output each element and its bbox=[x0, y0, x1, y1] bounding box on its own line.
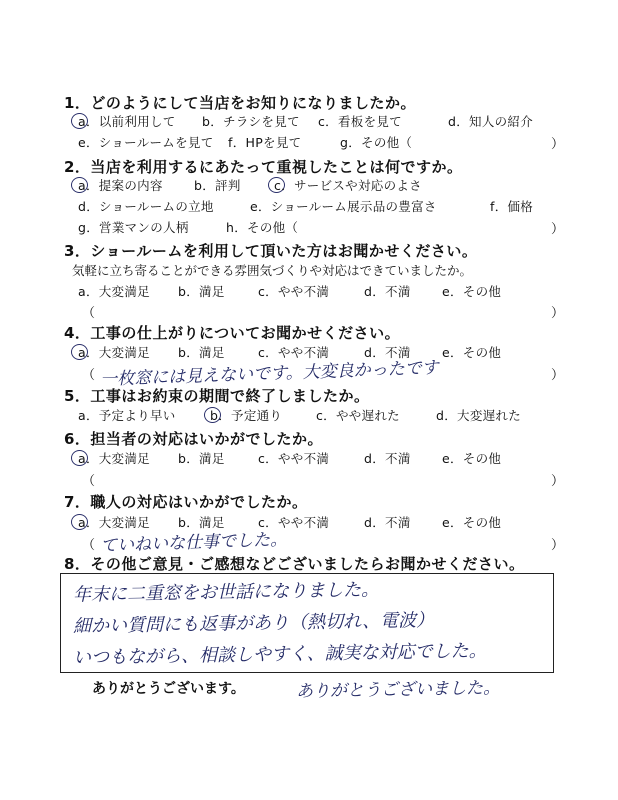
option: b．満足 bbox=[178, 451, 225, 466]
option: d．不満 bbox=[364, 345, 411, 360]
option: e．その他 bbox=[442, 515, 502, 530]
option: g．営業マンの人柄 bbox=[78, 220, 189, 235]
option: b．予定通り bbox=[210, 408, 283, 423]
option: e．ショールームを見て bbox=[78, 135, 214, 150]
option: d．不満 bbox=[364, 451, 411, 466]
question-2-options-row-2 bbox=[78, 197, 558, 215]
option: b．満足 bbox=[178, 284, 225, 299]
option: a．以前利用して bbox=[78, 114, 176, 129]
question-8-title: 8．その他ご意見・ご感想などございましたらお聞かせください。 bbox=[64, 555, 525, 573]
close-paren: ） bbox=[551, 137, 565, 152]
question-3-options bbox=[78, 282, 558, 300]
handwritten-answer-q4: 一枚窓には見えないです。大変良かったです bbox=[99, 358, 439, 390]
option: b．チラシを見て bbox=[202, 114, 300, 129]
closing-thanks: ありがとうございます。 bbox=[92, 681, 245, 697]
option: f．HPを見て bbox=[228, 135, 302, 150]
option: a．提案の内容 bbox=[78, 178, 163, 193]
handwritten-comment-line: いつもながら、相談しやすく、誠実な対応でした。 bbox=[72, 640, 487, 669]
option: a．大変満足 bbox=[78, 284, 150, 299]
handwritten-thanks: ありがとうございました。 bbox=[295, 678, 501, 702]
comment-box bbox=[60, 573, 554, 673]
option: c．やや不満 bbox=[258, 451, 330, 466]
open-paren: （ bbox=[82, 474, 96, 489]
close-paren: ） bbox=[551, 368, 565, 383]
option: c．やや遅れた bbox=[316, 408, 400, 423]
option: c．やや不満 bbox=[258, 345, 330, 360]
question-3-title: 3．ショールームを利用して頂いた方はお聞かせください。 bbox=[64, 242, 478, 260]
question-1-title: 1．どのようにして当店をお知りになりましたか。 bbox=[64, 94, 416, 112]
option: a．予定より早い bbox=[78, 408, 176, 423]
close-paren: ） bbox=[551, 222, 565, 237]
option: c．看板を見て bbox=[318, 114, 402, 129]
question-7-options bbox=[78, 513, 558, 531]
question-6-title: 6．担当者の対応はいかがでしたか。 bbox=[64, 430, 323, 448]
option: d．不満 bbox=[364, 515, 411, 530]
option: d．不満 bbox=[364, 284, 411, 299]
option: f．価格 bbox=[490, 199, 534, 214]
question-1-options-row-1 bbox=[78, 112, 558, 130]
option: e．その他 bbox=[442, 451, 502, 466]
question-2-options-row-1 bbox=[78, 176, 558, 194]
question-3-subtitle: 気軽に立ち寄ることができる雰囲気づくりや対応はできていましたか。 bbox=[72, 263, 473, 278]
question-5-options bbox=[78, 406, 558, 424]
close-paren: ） bbox=[551, 538, 565, 553]
option: a．大変満足 bbox=[78, 515, 150, 530]
option: d．知人の紹介 bbox=[448, 114, 534, 129]
option: h．その他（ bbox=[226, 220, 299, 235]
handwritten-answer-q7: ていねいな仕事でした。 bbox=[99, 529, 288, 557]
option: d．ショールームの立地 bbox=[78, 199, 214, 214]
option: b．評判 bbox=[194, 178, 241, 193]
option: b．満足 bbox=[178, 515, 225, 530]
question-2-options-row-3 bbox=[78, 218, 558, 236]
option: c．サービスや対応のよさ bbox=[274, 178, 422, 193]
open-paren: （ bbox=[82, 306, 96, 321]
question-2-title: 2．当店を利用するにあたって重視したことは何ですか。 bbox=[64, 158, 463, 176]
option: e．ショールーム展示品の豊富さ bbox=[250, 199, 437, 214]
option: e．その他 bbox=[442, 284, 502, 299]
question-7-title: 7．職人の対応はいかがでしたか。 bbox=[64, 493, 308, 511]
question-1-options-row-2 bbox=[78, 133, 558, 151]
option: a．大変満足 bbox=[78, 451, 150, 466]
option: c．やや不満 bbox=[258, 284, 330, 299]
open-paren: （ bbox=[82, 368, 96, 383]
open-paren: （ bbox=[82, 538, 96, 553]
handwritten-comment-line: 年末に二重窓をお世話になりました。 bbox=[72, 579, 380, 606]
question-5-title: 5．工事はお約束の期間で終了しましたか。 bbox=[64, 387, 370, 405]
question-6-options bbox=[78, 449, 558, 467]
option: c．やや不満 bbox=[258, 515, 330, 530]
option: d．大変遅れた bbox=[436, 408, 522, 423]
option: b．満足 bbox=[178, 345, 225, 360]
question-4-title: 4．工事の仕上がりについてお聞かせください。 bbox=[64, 324, 401, 342]
option: g．その他（ bbox=[340, 135, 413, 150]
option: a．大変満足 bbox=[78, 345, 150, 360]
close-paren: ） bbox=[551, 306, 565, 321]
close-paren: ） bbox=[551, 474, 565, 489]
option: e．その他 bbox=[442, 345, 502, 360]
handwritten-comment-line: 細かい質問にも返事があり（熱切れ、電波） bbox=[72, 609, 435, 638]
